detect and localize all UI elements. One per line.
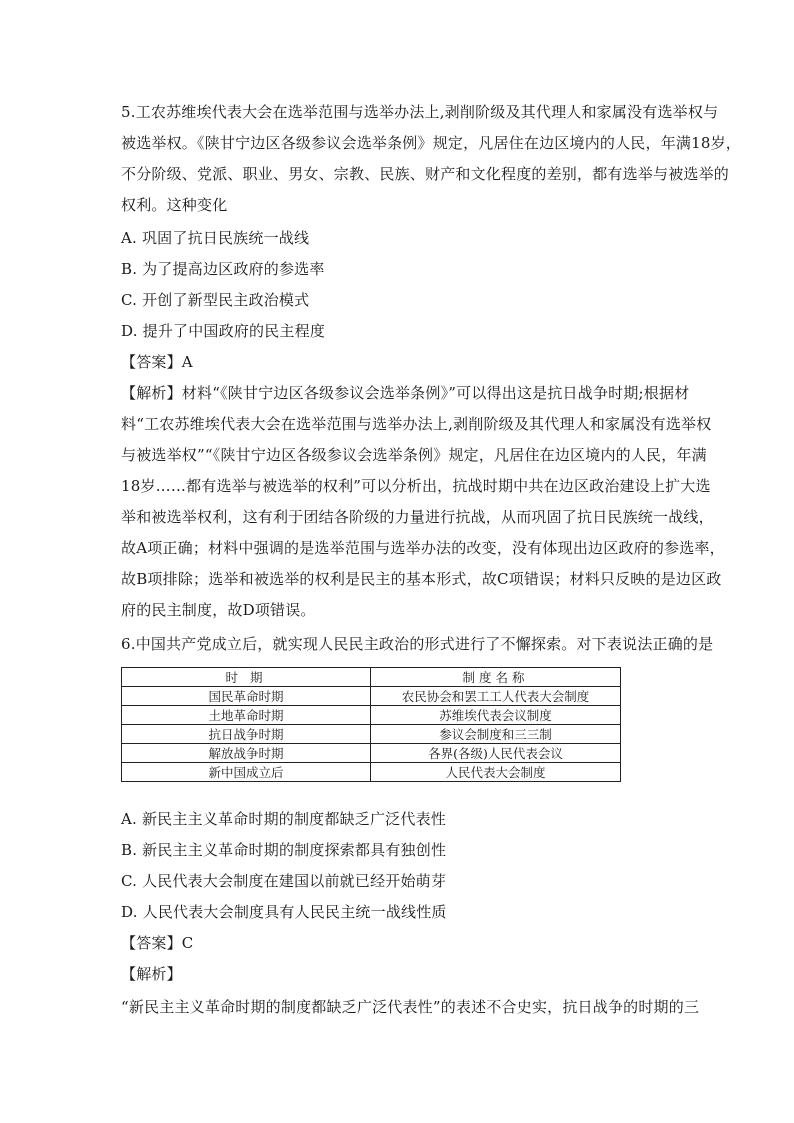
q5-analysis-line-8: 府的民主制度，故D项错误。 bbox=[121, 601, 316, 619]
q5-analysis-line-3: 与被选举权”“《陕甘宁边区各级参议会选举条例》规定，凡居住在边区境内的人民，年满 bbox=[121, 446, 707, 464]
table-cell-period: 国民革命时期 bbox=[122, 687, 371, 706]
table-cell-system: 各界(各级)人民代表会议 bbox=[371, 744, 621, 763]
q5-stem-line-3: 不分阶级、党派、职业、男女、宗教、民族、财产和文化程度的差别，都有选举与被选举的 bbox=[121, 165, 730, 183]
table-cell-period: 新中国成立后 bbox=[122, 763, 371, 782]
table-row bbox=[122, 744, 621, 763]
table-header-system: 制度名称 bbox=[371, 668, 621, 687]
q6-analysis-label: 【解析】 bbox=[121, 965, 182, 983]
q5-option-d: D. 提升了中国政府的民主程度 bbox=[121, 322, 326, 340]
political-system-table bbox=[121, 667, 621, 782]
table-header-period: 时 期 bbox=[122, 668, 371, 687]
q6-option-a: A. 新民主主义革命时期的制度都缺乏广泛代表性 bbox=[121, 810, 446, 828]
table-row bbox=[122, 725, 621, 744]
q5-stem-line-2: 被选举权。《陕甘宁边区各级参议会选举条例》规定，凡居住在边区境内的人民，年满18岁， bbox=[121, 134, 741, 152]
q6-option-c: C. 人民代表大会制度在建国以前就已经开始萌芽 bbox=[121, 872, 447, 890]
q6-analysis-line-1: “新民主主义革命时期的制度都缺乏广泛代表性”的表述不合史实，抗日战争的时期的三 bbox=[121, 998, 700, 1016]
q5-stem-line-4: 权利。这种变化 bbox=[121, 196, 228, 214]
q5-analysis-line-1: 【解析】材料“《陕甘宁边区各级参议会选举条例》”可以得出这是抗日战争时期;根据材 bbox=[121, 384, 690, 402]
q5-option-c: C. 开创了新型民主政治模式 bbox=[121, 291, 310, 309]
q6-answer: 【答案】C bbox=[121, 934, 194, 952]
q5-option-b: B. 为了提高边区政府的参选率 bbox=[121, 260, 325, 278]
table-row bbox=[122, 763, 621, 782]
table-row bbox=[122, 706, 621, 725]
q5-answer: 【答案】A bbox=[121, 353, 193, 371]
table-cell-period: 抗日战争时期 bbox=[122, 725, 371, 744]
q5-stem-line-1: 5.工农苏维埃代表大会在选举范围与选举办法上,剥削阶级及其代理人和家属没有选举权与 bbox=[121, 103, 719, 121]
q5-option-a: A. 巩固了抗日民族统一战线 bbox=[121, 229, 310, 247]
table-cell-period: 土地革命时期 bbox=[122, 706, 371, 725]
table-cell-system: 参议会制度和三三制 bbox=[371, 725, 621, 744]
q6-option-b: B. 新民主主义革命时期的制度探索都具有独创性 bbox=[121, 841, 447, 859]
q5-analysis-line-6: 故A项正确；材料中强调的是选举范围与选举办法的改变，没有体现出边区政府的参选率， bbox=[121, 539, 725, 557]
table-cell-system: 人民代表大会制度 bbox=[371, 763, 621, 782]
q5-analysis-line-4: 18岁……都有选举与被选举的权利”可以分析出，抗战时期中共在边区政治建设上扩大选 bbox=[121, 477, 711, 495]
q5-analysis-line-5: 举和被选举权利，这有利于团结各阶级的力量进行抗战，从而巩固了抗日民族统一战线， bbox=[121, 508, 714, 526]
table-row bbox=[122, 687, 621, 706]
q5-analysis-line-7: 故B项排除；选举和被选举的权利是民主的基本形式，故C项错误；材料只反映的是边区政 bbox=[121, 570, 722, 588]
table-cell-system: 农民协会和罢工工人代表大会制度 bbox=[371, 687, 621, 706]
table-cell-system: 苏维埃代表会议制度 bbox=[371, 706, 621, 725]
q6-stem: 6.中国共产党成立后，就实现人民民主政治的形式进行了不懈探索。对下表说法正确的是 bbox=[121, 635, 714, 653]
q6-option-d: D. 人民代表大会制度具有人民民主统一战线性质 bbox=[121, 903, 447, 921]
table-cell-period: 解放战争时期 bbox=[122, 744, 371, 763]
table-header-row bbox=[122, 668, 621, 687]
q5-analysis-line-2: 料“工农苏维埃代表大会在选举范围与选举办法上,剥削阶级及其代理人和家属没有选举权 bbox=[121, 415, 712, 433]
